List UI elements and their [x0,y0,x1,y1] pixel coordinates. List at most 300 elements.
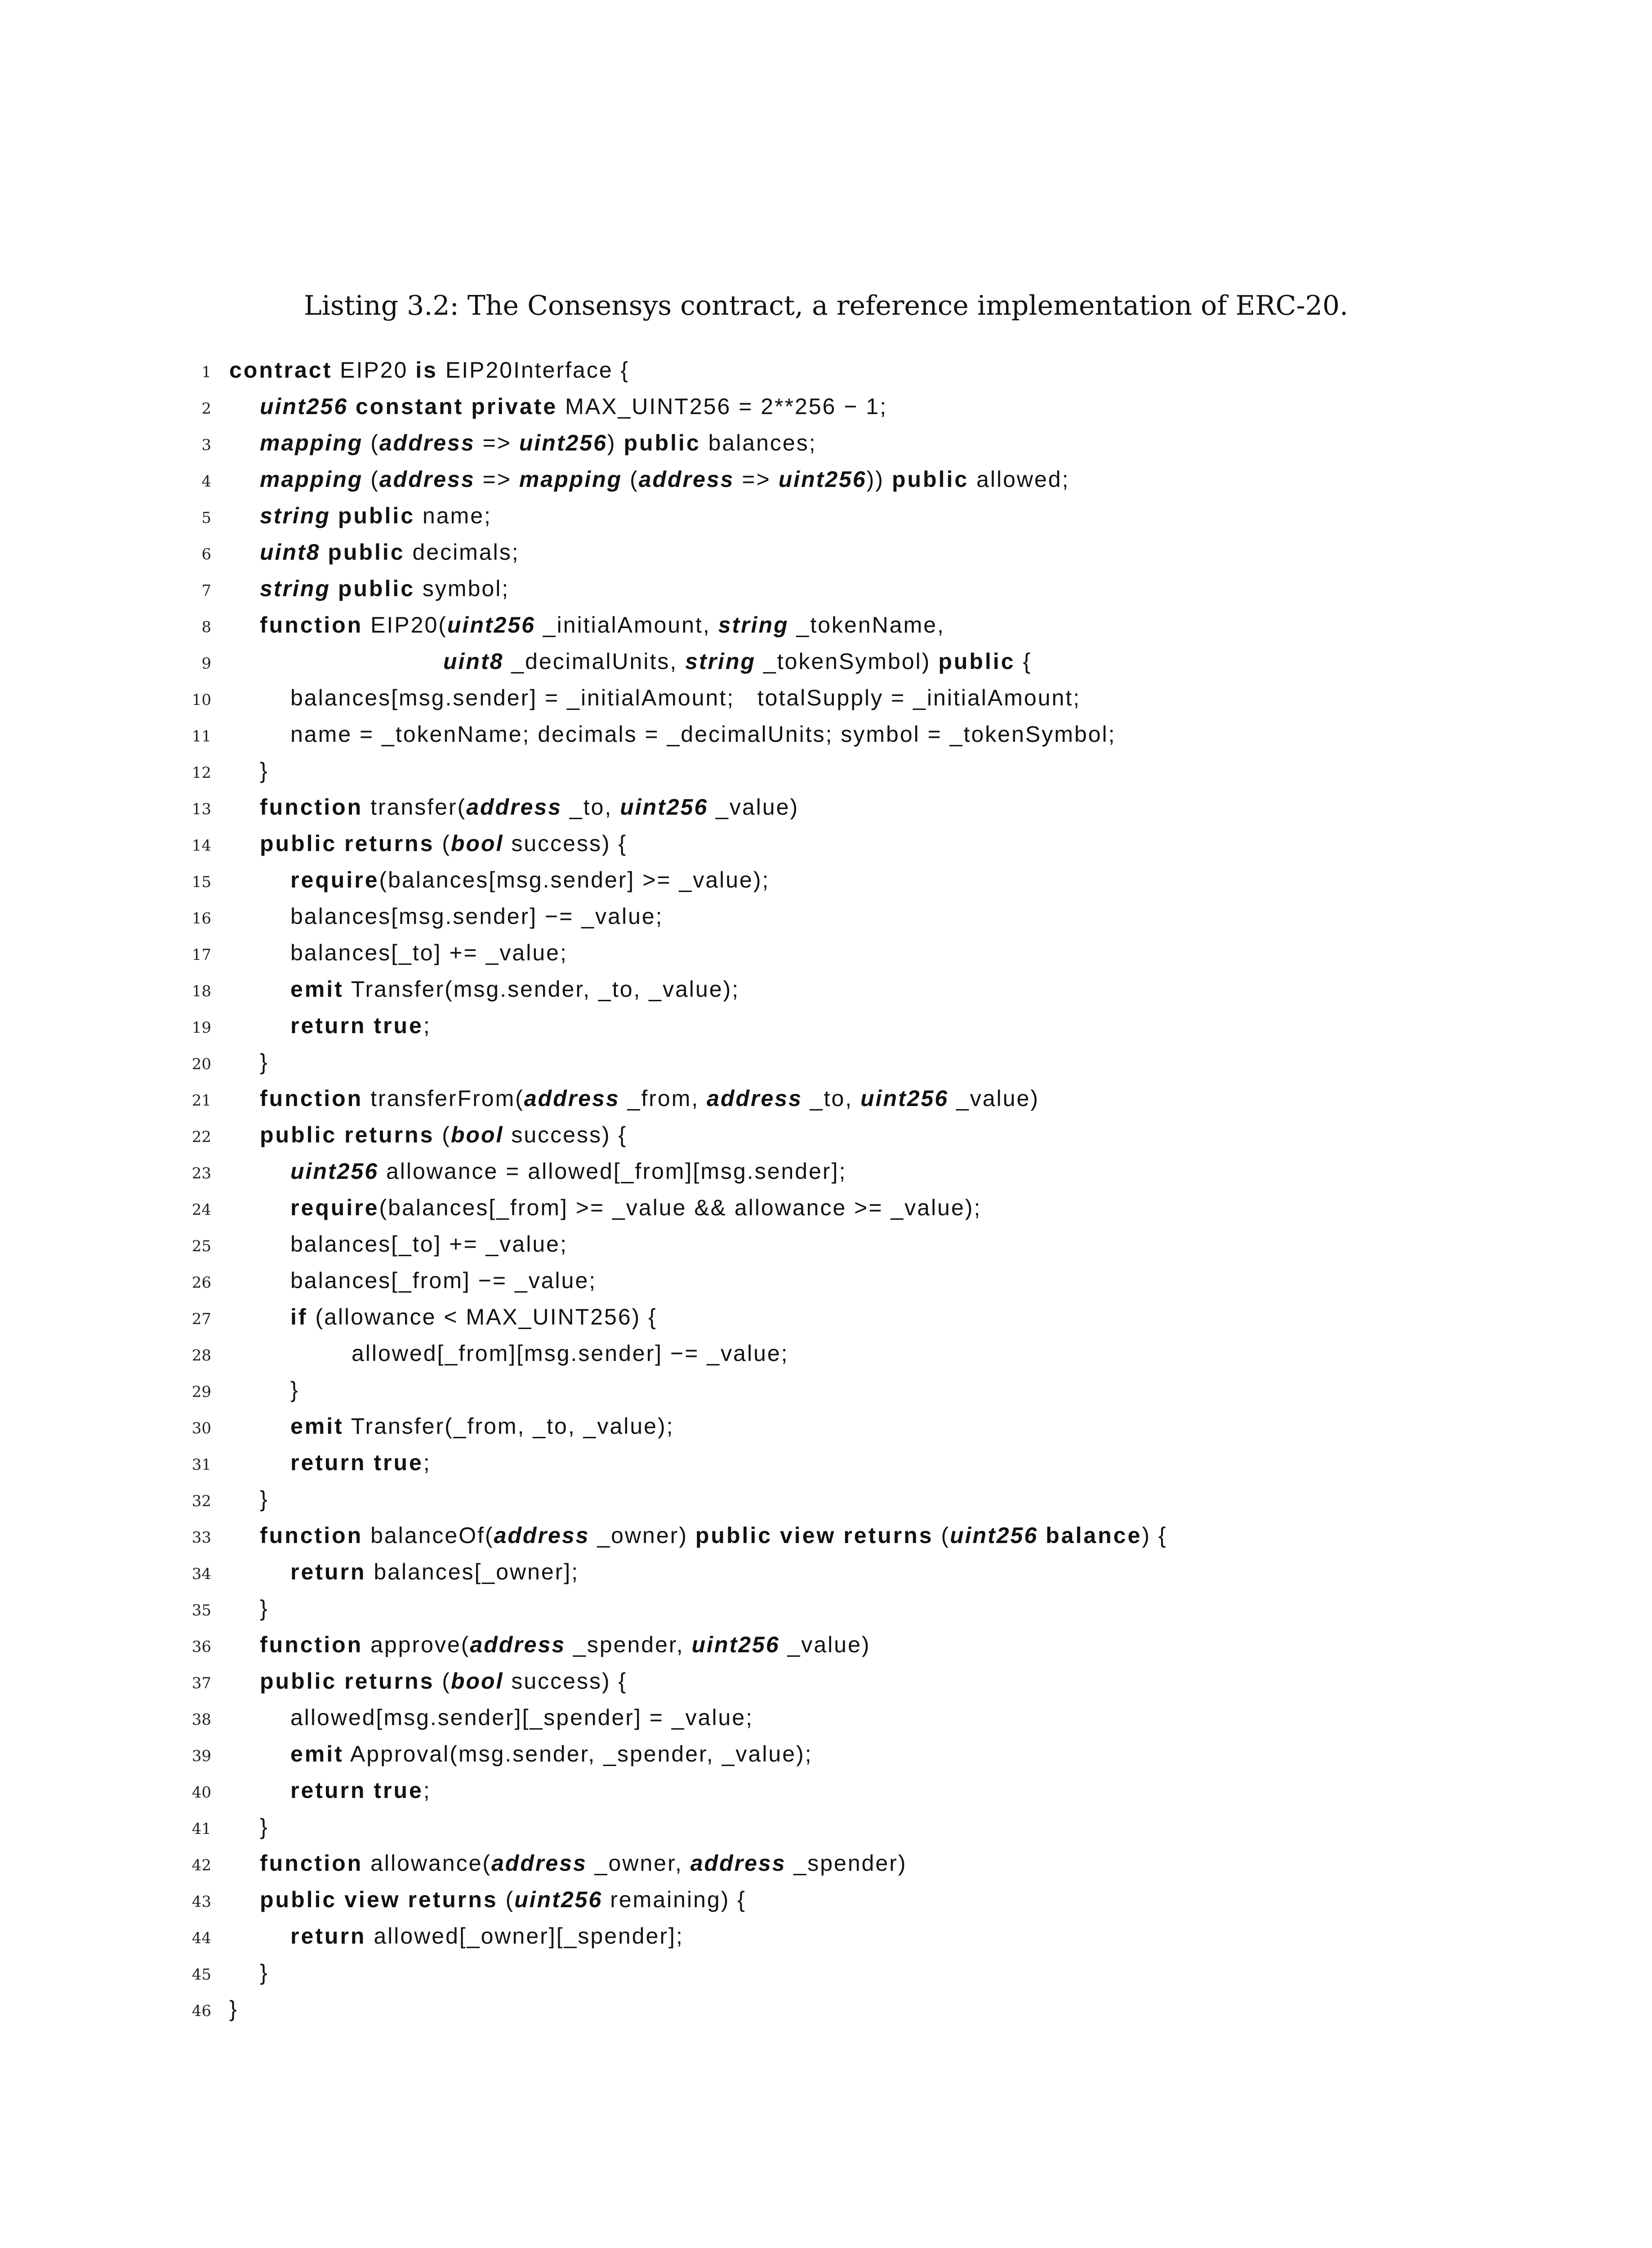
line-number: 11 [191,727,211,745]
code-token: allowed[_from][msg.sender] −= _value; [352,1341,789,1366]
code-text [260,758,269,784]
code-line [0,1006,1652,1043]
code-line [0,424,1652,460]
code-token: allowed[_owner][_spender]; [366,1923,684,1949]
code-token: } [260,758,269,783]
code-text [260,1595,269,1621]
code-token: )) [866,467,892,492]
code-line [0,1334,1652,1370]
code-type: uint256 [620,794,708,820]
line-number: 4 [201,473,211,491]
code-token: success) { [503,1668,628,1694]
code-token: balances[_owner]; [366,1559,579,1584]
line-number: 39 [191,1747,211,1765]
code-token: _value) [779,1632,871,1657]
code-text [260,393,887,419]
line-number: 19 [191,1019,211,1037]
code-type: address [494,1523,590,1548]
code-line [0,1917,1652,1953]
code-token [463,394,471,419]
code-token: _tokenName, [788,612,945,638]
code-token: EIP20Interface { [437,357,630,383]
code-text [290,1231,568,1257]
code-text [290,1559,579,1585]
code-token [366,1450,374,1475]
code-keyword: emit [290,977,344,1002]
code-token: _to, [562,794,620,820]
code-keyword: true [374,1778,423,1803]
code-token: => [475,467,519,492]
line-number: 44 [191,1929,211,1947]
code-line [0,642,1652,678]
code-type: address [690,1851,786,1876]
line-number: 5 [201,509,211,527]
code-token: _value) [948,1086,1040,1111]
code-keyword: returns [344,831,435,856]
code-keyword: return [290,1013,366,1038]
code-token: balanceOf( [363,1523,494,1548]
code-token [1038,1523,1046,1548]
code-token: { [1015,649,1032,674]
code-line [0,715,1652,751]
code-token: allowed[msg.sender][_spender] = _value; [290,1705,754,1730]
code-token: ( [434,831,451,856]
code-token: allowance = allowed[_from][msg.sender]; [378,1159,847,1184]
line-number: 14 [191,837,211,855]
code-line [0,970,1652,1006]
code-token: (allowance < MAX_UINT256) { [307,1304,657,1329]
code-type: uint8 [260,540,321,565]
code-token: name = _tokenName; decimals = _decimalUnits; symbol = _tokenSymbol; [290,722,1116,747]
code-token: } [260,1596,269,1621]
code-line [0,751,1652,788]
code-token: allowed; [969,467,1070,492]
code-keyword: require [290,867,379,892]
code-type: mapping [519,467,623,492]
code-token: } [260,1960,269,1985]
code-line [0,606,1652,642]
code-type: string [685,649,756,674]
code-text [352,1340,789,1366]
code-text [290,1304,657,1330]
line-number: 15 [191,873,211,891]
code-type: address [638,467,735,492]
code-token: MAX_UINT256 = 2**256 − 1; [557,394,888,419]
code-text [290,1704,753,1731]
line-number: 16 [191,910,211,928]
code-type: address [707,1086,802,1111]
code-keyword: contract [229,357,333,383]
code-token: _tokenSymbol) [756,649,939,674]
code-line [0,1698,1652,1735]
code-keyword: require [290,1195,379,1220]
line-number: 46 [191,2002,211,2020]
code-type: uint256 [950,1523,1038,1548]
code-keyword: public [260,1668,337,1694]
code-line [0,1589,1652,1625]
code-keyword: public [695,1523,773,1548]
code-token [366,1778,374,1803]
code-line [0,1188,1652,1225]
code-token: symbol; [415,576,510,601]
code-token: Transfer(_from, _to, _value); [343,1414,674,1439]
code-text [229,357,629,383]
code-token: ; [423,1778,431,1803]
code-token: balances[_to] += _value; [290,1231,568,1257]
code-token: transferFrom( [363,1086,524,1111]
line-number: 6 [201,545,211,563]
code-text [260,1486,269,1512]
code-token: _initialAmount, [535,612,718,638]
line-number: 1 [201,363,211,381]
code-token: ) [607,430,624,455]
code-type: uint256 [691,1632,780,1657]
code-text [260,1959,269,1985]
code-keyword: true [374,1013,423,1038]
code-keyword: public [260,831,337,856]
code-keyword: emit [290,1414,344,1439]
code-token [772,1523,780,1548]
code-type: bool [450,1668,504,1694]
code-line [0,678,1652,715]
code-type: uint256 [290,1159,379,1184]
code-token: } [260,1049,269,1075]
line-number: 28 [191,1347,211,1365]
code-keyword: return [290,1923,366,1949]
code-keyword: public [623,430,701,455]
code-token: => [475,430,519,455]
line-number: 10 [191,691,211,709]
line-number: 17 [191,946,211,964]
line-number: 18 [191,982,211,1000]
code-token [320,540,328,565]
code-line [0,1516,1652,1552]
code-line [0,1225,1652,1261]
code-type: address [466,794,562,820]
code-line [0,1662,1652,1698]
code-keyword: function [260,1632,363,1657]
code-line [0,387,1652,424]
code-line [0,1480,1652,1516]
line-number: 8 [201,618,211,636]
code-text [290,1377,299,1403]
code-keyword: returns [344,1122,435,1147]
code-token [348,394,356,419]
code-token [337,1668,344,1694]
line-number: 20 [191,1055,211,1073]
code-text [290,940,568,966]
code-text [290,1450,431,1476]
code-line [0,496,1652,533]
code-text [290,1923,684,1949]
code-text [260,1668,627,1694]
code-token: _spender, [566,1632,692,1657]
line-number: 24 [191,1201,211,1219]
code-line [0,1989,1652,2026]
line-number: 9 [201,655,211,673]
code-line [0,824,1652,861]
line-number: 29 [191,1383,211,1401]
code-token: balances[_to] += _value; [290,940,568,965]
code-token: => [734,467,779,492]
code-token: name; [415,503,492,528]
line-number: 40 [191,1784,211,1802]
code-line [0,1735,1652,1771]
code-line [0,861,1652,897]
code-type: string [718,612,789,638]
code-token: ( [622,467,639,492]
code-token: ( [434,1668,451,1694]
code-token: ( [498,1887,515,1912]
code-line [0,460,1652,496]
code-text [290,1158,846,1184]
code-token: approve( [363,1632,470,1657]
code-keyword: function [260,1523,363,1548]
code-token: EIP20( [363,612,447,638]
code-text [290,721,1116,747]
code-type: address [379,430,475,455]
line-number: 22 [191,1128,211,1146]
code-keyword: constant [355,394,464,419]
code-type: uint8 [443,649,504,674]
code-keyword: emit [290,1741,344,1766]
code-keyword: function [260,1086,363,1111]
code-text [260,1049,269,1075]
code-keyword: view [780,1523,836,1548]
line-number: 45 [191,1966,211,1984]
code-line [0,1370,1652,1407]
code-type: bool [450,831,504,856]
code-line [0,788,1652,824]
code-keyword: public [891,467,969,492]
code-token: transfer( [363,794,467,820]
code-token: decimals; [405,540,520,565]
code-token: } [229,1996,238,2021]
code-line [0,1152,1652,1188]
line-number: 32 [191,1492,211,1510]
line-number: 26 [191,1274,211,1292]
code-keyword: returns [843,1523,934,1548]
code-text [260,1122,627,1148]
code-token: balances[_from] −= _value; [290,1268,597,1293]
code-text [290,1012,431,1039]
line-number: 34 [191,1565,211,1583]
line-number: 21 [191,1092,211,1110]
line-number: 35 [191,1601,211,1619]
code-text [260,1632,871,1658]
code-text [260,830,627,856]
code-token: _decimalUnits, [503,649,686,674]
code-keyword: public [338,503,415,528]
code-text [260,539,520,565]
code-token: balances[msg.sender] −= _value; [290,904,663,929]
code-token [401,1887,408,1912]
code-type: address [379,467,475,492]
code-line [0,1625,1652,1662]
code-token: _owner) [589,1523,695,1548]
code-text [260,503,492,529]
code-type: uint256 [514,1887,603,1912]
code-line [0,351,1652,387]
code-token: remaining) { [602,1887,747,1912]
code-token: ) { [1142,1523,1167,1548]
code-token: ; [423,1013,431,1038]
code-type: string [260,576,330,601]
code-text [290,1741,813,1767]
code-keyword: return [290,1778,366,1803]
code-text [290,1195,981,1221]
code-token [337,1887,344,1912]
code-token: Transfer(msg.sender, _to, _value); [343,977,740,1002]
code-keyword: public [938,649,1015,674]
code-token [337,831,344,856]
line-number: 41 [191,1820,211,1838]
code-text [260,575,509,602]
line-number: 38 [191,1711,211,1729]
code-text [229,1996,238,2022]
code-token: _from, [619,1086,707,1111]
code-token: } [260,1814,269,1839]
code-token [330,576,338,601]
code-keyword: balance [1046,1523,1142,1548]
code-token: _to, [802,1086,861,1111]
code-token: _spender) [786,1851,907,1876]
code-type: address [524,1086,620,1111]
code-text [260,612,945,638]
code-text [290,976,739,1002]
code-token: success) { [503,1122,628,1147]
line-number: 2 [201,400,211,418]
code-type: uint256 [260,394,348,419]
code-line [0,1407,1652,1443]
code-type: mapping [260,430,363,455]
code-token: ( [363,467,379,492]
code-line [0,1115,1652,1152]
listing-caption: Listing 3.2: The Consensys contract, a reference implementation of ERC-20. [303,290,1349,321]
code-token: success) { [503,831,628,856]
line-number: 37 [191,1674,211,1692]
code-token: balances; [700,430,817,455]
code-token: EIP20 [332,357,416,383]
code-type: uint256 [447,612,535,638]
code-keyword: true [374,1450,423,1475]
code-line [0,1807,1652,1844]
code-line [0,897,1652,933]
code-token [337,1122,344,1147]
code-text [290,1267,597,1293]
code-token: ( [933,1523,950,1548]
code-line [0,1771,1652,1807]
code-type: address [470,1632,566,1657]
code-token: _owner, [587,1851,690,1876]
code-token: allowance( [363,1851,492,1876]
line-number: 3 [201,436,211,454]
code-keyword: returns [408,1887,498,1912]
code-text [260,1814,269,1840]
code-type: uint256 [778,467,867,492]
code-line [0,1552,1652,1589]
code-text [290,903,663,929]
line-number: 33 [191,1529,211,1547]
code-line [0,533,1652,569]
code-keyword: public [260,1887,337,1912]
code-line [0,1880,1652,1917]
code-type: uint256 [519,430,607,455]
code-line [0,569,1652,606]
code-token: } [290,1377,299,1402]
line-number: 13 [191,800,211,818]
code-token: (balances[_from] >= _value && allowance >= _value); [379,1195,982,1220]
line-number: 12 [191,764,211,782]
code-type: mapping [260,467,363,492]
code-token: Approval(msg.sender, _spender, _value); [343,1741,813,1766]
code-token [836,1523,843,1548]
line-number: 42 [191,1856,211,1874]
code-type: string [260,503,330,528]
code-keyword: if [290,1304,308,1329]
code-token: ( [363,430,379,455]
code-keyword: return [290,1450,366,1475]
code-text [260,430,817,456]
code-text [260,794,799,820]
code-type: bool [450,1122,504,1147]
code-token: ; [423,1450,431,1475]
code-text [443,648,1032,674]
code-line [0,1443,1652,1480]
code-line [0,1953,1652,1989]
code-keyword: function [260,612,363,638]
code-text [290,1413,674,1439]
code-token: } [260,1486,269,1512]
code-text [290,1777,431,1803]
code-keyword: view [344,1887,401,1912]
code-keyword: function [260,1851,363,1876]
line-number: 43 [191,1893,211,1911]
line-number: 25 [191,1237,211,1255]
code-keyword: function [260,794,363,820]
code-listing [0,351,1652,2041]
code-text [260,466,1070,492]
code-keyword: return [290,1559,366,1584]
line-number: 7 [201,582,211,600]
code-keyword: public [338,576,415,601]
code-text [260,1887,746,1913]
code-keyword: private [471,394,558,419]
line-number: 27 [191,1310,211,1328]
code-line [0,1043,1652,1079]
code-text [290,685,1081,711]
code-keyword: public [328,540,405,565]
code-line [0,933,1652,970]
code-line [0,1261,1652,1298]
line-number: 23 [191,1164,211,1182]
code-line [0,1298,1652,1334]
line-number: 30 [191,1419,211,1437]
code-token: _value) [708,794,799,820]
code-text [260,1085,1039,1111]
code-text [260,1522,1167,1548]
line-number: 36 [191,1638,211,1656]
code-keyword: returns [344,1668,435,1694]
code-line [0,1079,1652,1115]
code-keyword: public [260,1122,337,1147]
code-token [366,1013,374,1038]
code-type: address [491,1851,587,1876]
code-keyword: is [415,357,438,383]
code-line [0,1844,1652,1880]
code-token [330,503,338,528]
line-number: 31 [191,1456,211,1474]
